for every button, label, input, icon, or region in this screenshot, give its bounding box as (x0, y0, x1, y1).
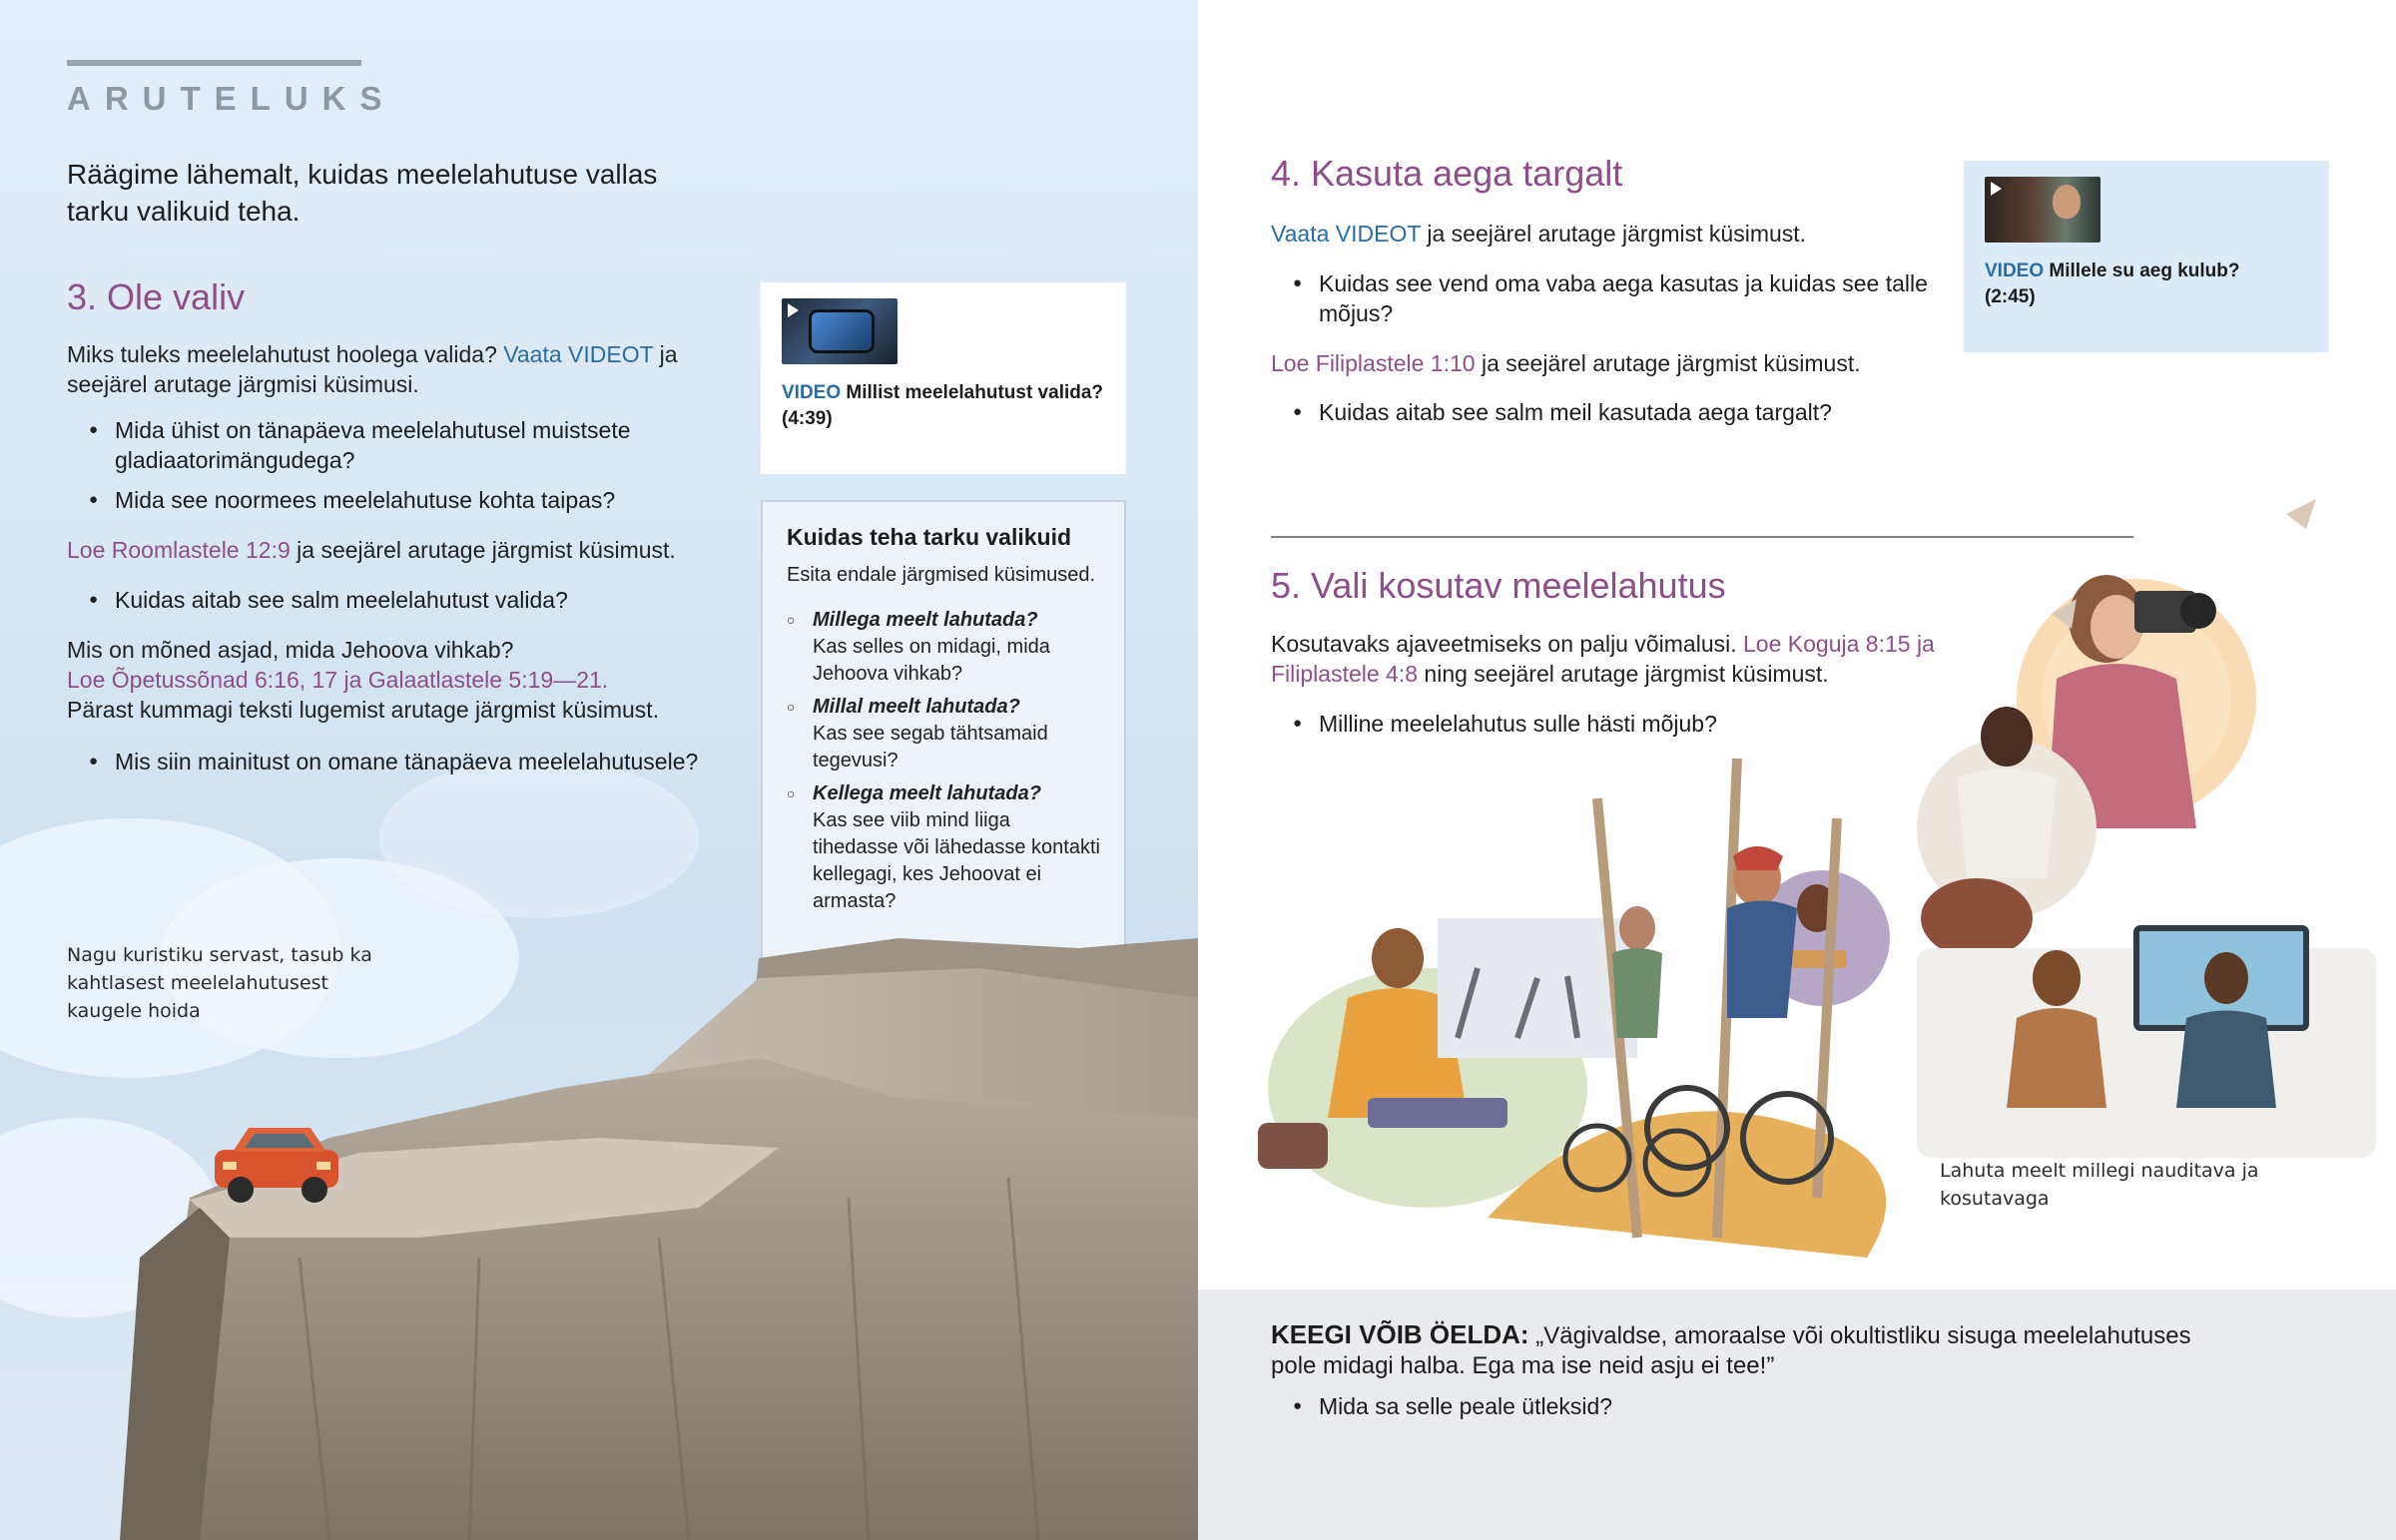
tip-item (813, 694, 1100, 774)
section4-questions2 (1319, 387, 1938, 437)
play-icon[interactable] (788, 303, 799, 317)
section3-title: 3. Ole valiv (67, 276, 246, 317)
section5-title: 5. Vali kosutav meelelahutus (1271, 565, 1726, 606)
tip-item (813, 780, 1100, 915)
video-label: VIDEO (1985, 260, 2045, 281)
question-item: ● Mida see noormees meelelahutuse kohta taipas? (115, 485, 754, 515)
right-page (1198, 0, 2396, 1540)
section4-questions1 (1319, 258, 1938, 338)
collage-caption: Lahuta meelt millegi nauditava ja kosutavaga (1940, 1160, 2259, 1210)
tip-question: Millal meelt lahutada? (813, 696, 1020, 718)
kicker-rule (67, 60, 361, 66)
section5-p1-text: Kosutavaks ajaveetmiseks on palju võimalusi. (1271, 631, 1744, 657)
tip-box (761, 500, 1126, 962)
question-item: ● Mis siin mainitust on omane tänapäeva meelelahutusele? (115, 747, 754, 776)
video-caption (1985, 258, 2308, 310)
tip-question: Millega meelt lahutada? (813, 609, 1038, 631)
section3-paragraph1 (67, 339, 706, 399)
section3-questions1 (115, 405, 754, 525)
section4-paragraph2 (1271, 348, 2030, 378)
someone-may-say-label: KEEGI VÕIB ÖELDA: (1271, 1319, 1529, 1349)
section5-p1-rest: ning seejärel arutage järgmist küsimust. (1418, 661, 1829, 687)
someone-may-say-text (1271, 1319, 2229, 1381)
video-link[interactable]: Vaata VIDEOT (503, 341, 654, 367)
section3-p2-rest: ja seejärel arutage järgmist küsimust. (290, 537, 676, 563)
tip-box-list (813, 607, 1100, 915)
section4-p2-rest: ja seejärel arutage järgmist küsimust. (1475, 350, 1861, 376)
play-icon[interactable] (1991, 182, 2002, 196)
section4-paragraph1 (1271, 219, 1890, 249)
video-duration: (4:39) (782, 408, 833, 429)
someone-may-say-questions (1319, 1391, 2323, 1421)
tip-answer: Kas see viib mind liiga tihedasse või lähedasse kontakti kellegagi, kes Jehoovat ei armasta? (813, 809, 1100, 912)
question-item: ● Milline meelelahutus sulle hästi mõjub? (1319, 709, 1938, 739)
leisure-collage (1218, 499, 2396, 1258)
video-caption (782, 380, 1105, 432)
cliff-illustration (0, 938, 1198, 1540)
video-title[interactable]: Millist meelelahutust valida? (846, 382, 1104, 403)
video-label: VIDEO (782, 382, 842, 403)
question-item: ● Kuidas aitab see salm meil kasutada aega targalt? (1319, 397, 1938, 427)
section3-p3-line1: Mis on mõned asjad, mida Jehoova vihkab? (67, 637, 514, 663)
scripture-link[interactable]: Loe Filiplastele 1:10 (1271, 350, 1476, 376)
section4-title: 4. Kasuta aega targalt (1271, 153, 1623, 194)
section3-p3-line3: Pärast kummagi teksti lugemist arutage järgmist küsimust. (67, 697, 660, 723)
video-thumbnail[interactable] (782, 298, 898, 364)
video-card[interactable] (761, 282, 1126, 474)
section3-p1-rest: ja seejärel arutage järgmisi küsimusi. (67, 341, 678, 397)
scripture-link[interactable]: Loe Roomlastele 12:9 (67, 537, 291, 563)
video-thumbnail[interactable] (1985, 177, 2100, 243)
section3-p1-text: Miks tuleks meelelahutust hoolega valida? (67, 341, 504, 367)
section5-questions1 (1319, 699, 1938, 749)
tip-answer: Kas see segab tähtsamaid tegevusi? (813, 723, 1048, 771)
someone-may-say-quote: „Vägivaldse, amoraalse või okultistliku sisuga meelelahutuses pole midagi halba. Ega ma ise neid asju ei tee!” (1271, 1322, 2191, 1379)
question-item: ● Kuidas see vend oma vaba aega kasutas ja kuidas see talle mõjus? (1319, 268, 1938, 328)
cliff-caption: Nagu kuristiku servast, tasub ka kahtlasest meelelahutusest kaugele hoida (67, 944, 372, 1022)
section5-paragraph1 (1271, 629, 1970, 689)
section3-questions2 (115, 575, 754, 625)
tip-box-intro: Esita endale järgmised küsimused. (787, 564, 1096, 586)
section-divider (1271, 536, 2133, 538)
scripture-link[interactable]: Loe Õpetussõnad 6:16, 17 ja Galaatlastele 5:19—21. (67, 667, 609, 693)
tip-box-title: Kuidas teha tarku valikuid (787, 524, 1072, 550)
video-duration: (2:45) (1985, 286, 2036, 307)
tip-question: Kellega meelt lahutada? (813, 782, 1041, 804)
scripture-link[interactable]: Loe Koguja 8:15 ja Filiplastele 4:8 (1271, 631, 1935, 687)
section3-questions3 (115, 737, 754, 786)
tip-item (813, 607, 1100, 688)
video-link[interactable]: Vaata VIDEOT (1271, 221, 1421, 247)
section4-p1-rest: ja seejärel arutage järgmist küsimust. (1421, 221, 1807, 247)
tip-answer: Kas selles on midagi, mida Jehoova vihkab? (813, 636, 1050, 685)
video-game-vignette (1917, 928, 2376, 1158)
section3-paragraph3 (67, 635, 746, 725)
question-item: ● Kuidas aitab see salm meelelahutust valida? (115, 585, 754, 615)
question-item: ● Mida sa selle peale ütleksid? (1319, 1391, 2323, 1421)
someone-may-say-box (1198, 1289, 2396, 1540)
video-title[interactable]: Millele su aeg kulub? (2049, 260, 2240, 281)
intro-text: Räägime lähemalt, kuidas meelelahutuse vallas tarku valikuid teha. (67, 159, 658, 227)
section3-paragraph2 (67, 535, 746, 565)
video-card[interactable] (1964, 161, 2329, 352)
question-item: ● Mida ühist on tänapäeva meelelahutusel muistsete gladiaatorimängudega? (115, 415, 754, 475)
kicker: ARUTELUKS (67, 80, 396, 117)
